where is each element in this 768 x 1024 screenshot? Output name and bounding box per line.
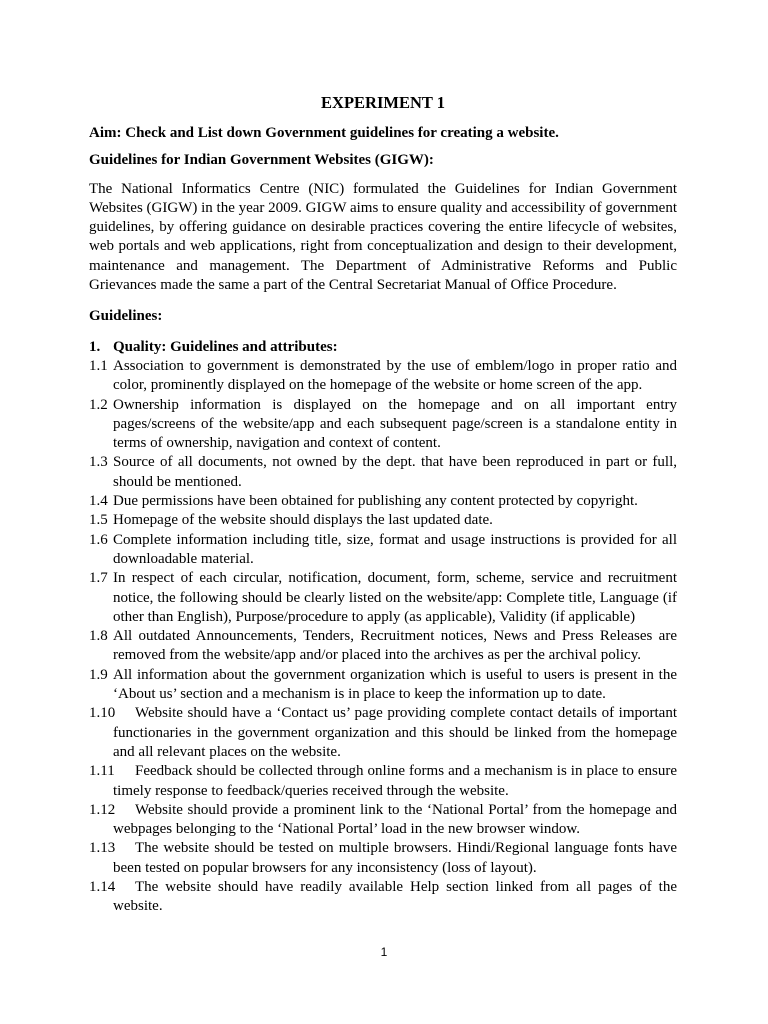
document-page [89,92,677,917]
list-item-text: Due permissions have been obtained for publishing any content protected by copyright. [113,493,638,510]
list-item-text: Website should provide a prominent link to the ‘National Portal’ from the homepage and webpages belonging to the ‘National Portal’ load in the new browser window. [113,801,677,838]
list-item-number: 1.13 [89,840,116,857]
list-heading-number: 1. [89,338,101,355]
list-item-number: 1.4 [89,493,108,510]
list-item [89,511,677,530]
list-item [89,704,677,762]
guideline-list [89,357,677,917]
list-item-number: 1.10 [89,705,116,722]
list-item-text: Homepage of the website should displays the last updated date. [113,512,493,529]
list-item-text: The website should be tested on multiple browsers. Hindi/Regional language fonts have been tested on popular browsers for any inconsistency (loss of layout). [113,840,677,876]
list-item-number: 1.8 [89,628,108,645]
list-item [89,666,677,705]
list-item-text: In respect of each circular, notification, document, form, scheme, service and recruitment notice, the following should be clearly listed on the website/app: Complete title, Language (if other than English), Purpose/procedure to apply (as applicable), Validity (if applicable) [113,570,677,625]
list-item-number: 1.5 [89,512,108,529]
aim-statement: Aim: Check and List down Government guidelines for creating a website. [89,125,559,141]
list-item [89,839,677,878]
intro-paragraph: The National Informatics Centre (NIC) formulated the Guidelines for Indian Government Websites (GIGW) in the year 2009. GIGW aims to ensure quality and accessibility of government guidelines, by offering guidance on desirable practices covering the entire lifecycle of websites, web portals and web applications, right from conceptualization and design to their development, maintenance and management. The Department of Administrative Reforms and Public Grievances made the same a part of the Central Secretariat Manual of Office Procedure. [89,180,677,294]
page-number: 1 [380,945,388,959]
list-item-number: 1.7 [89,570,108,587]
list-item-number: 1.3 [89,454,108,471]
list-item-number: 1.12 [89,801,116,818]
list-item-number: 1.14 [89,878,116,895]
list-item [89,357,677,396]
list-item [89,801,677,840]
list-item-number: 1.6 [89,531,108,548]
list-item [89,878,677,917]
list-heading-text: Quality: Guidelines and attributes: [113,338,338,355]
list-item [89,453,677,492]
list-item [89,492,677,511]
section-heading: Guidelines for Indian Government Websites (GIGW): [89,152,434,169]
list-item-number: 1.2 [89,396,108,413]
list-heading [89,338,677,357]
list-item [89,762,677,801]
list-item [89,627,677,666]
list-item-number: 1.1 [89,357,108,374]
list-item-text: All information about the government organization which is useful to users is present in the ‘About us’ section and a mechanism is in place to keep the information up to date. [113,666,677,703]
list-item-number: 1.11 [89,763,115,780]
guidelines-label: Guidelines: [89,308,163,325]
list-item [89,569,677,627]
list-item-text: All outdated Announcements, Tenders, Recruitment notices, News and Press Releases are removed from the website/app and/or placed into the archives as per the archival policy. [113,628,677,664]
list-item [89,531,677,570]
list-item-number: 1.9 [89,666,108,683]
list-item-text: Feedback should be collected through online forms and a mechanism is in place to ensure timely response to feedback/queries received through the website. [113,763,677,799]
list-item-text: Website should have a ‘Contact us’ page providing complete contact details of important functionaries in the government organization and this should be linked from the homepage and all relevant places on the website. [113,705,677,760]
list-item [89,396,677,454]
list-item-text: Ownership information is displayed on the homepage and on all important entry pages/screens of the website/app and each subsequent page/screen is a standalone entity in terms of ownership, navigation and context of content. [113,396,677,452]
list-item-text: Complete information including title, size, format and usage instructions is provided for all downloadable material. [113,531,677,567]
page-title: EXPERIMENT 1 [321,93,445,112]
list-item-text: Source of all documents, not owned by the dept. that have been reproduced in part or full, should be mentioned. [113,454,677,490]
list-item-text: Association to government is demonstrated by the use of emblem/logo in proper ratio and color, prominently displayed on the homepage of the website or home screen of the app. [113,357,677,394]
list-item-text: The website should have readily available Help section linked from all pages of the website. [113,878,677,915]
